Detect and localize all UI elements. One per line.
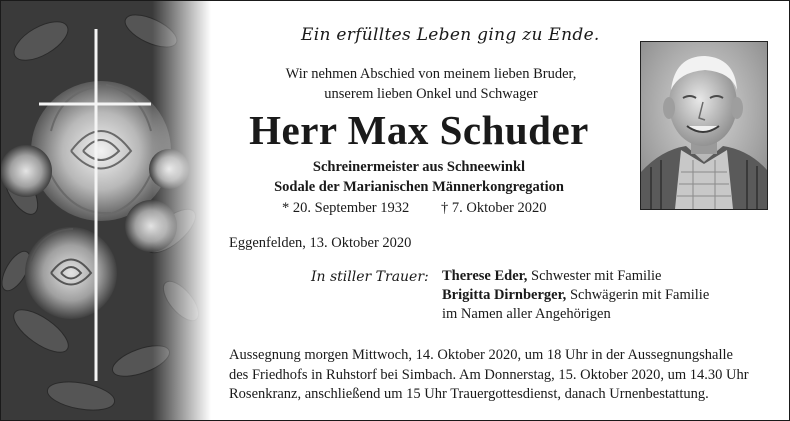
intro-line: Wir nehmen Abschied von meinem lieben Bruder, — [285, 66, 577, 82]
mourners-list — [442, 267, 709, 324]
role-line: Schreinermeister aus Schneewinkl — [312, 159, 526, 175]
birth-date: * 20. September 1932 — [282, 200, 410, 216]
mourner-line — [442, 286, 709, 305]
place-and-date: Eggenfelden, 13. Oktober 2020 — [229, 235, 412, 251]
mourner-name: Therese Eder, — [442, 268, 528, 284]
roses-with-cross-image — [1, 1, 211, 420]
mourner-relation: Schwägerin mit Familie — [566, 287, 710, 303]
service-line: des Friedhofs in Ruhstorf bei Simbach. Am Donnerstag, 15. Oktober 2020, um 14.30 Uhr — [229, 366, 749, 383]
deceased-name: Herr Max Schuder — [249, 107, 589, 153]
mourner-relation: im Namen aller Angehörigen — [442, 306, 611, 322]
portrait-photo — [640, 41, 768, 210]
mourning-label: In stiller Trauer: — [311, 269, 429, 285]
mourner-line — [442, 267, 709, 286]
mourner-name: Brigitta Dirnberger, — [442, 287, 567, 303]
death-date: † 7. Oktober 2020 — [441, 200, 547, 216]
role-line: Sodale der Marianischen Männerkongregation — [274, 179, 564, 195]
mourner-line — [442, 305, 709, 324]
intro-text — [231, 64, 631, 104]
service-line: Rosenkranz, anschließend um 15 Uhr Trauergottesdienst, danach Urnenbestattung. — [229, 386, 709, 402]
intro-line: unserem lieben Onkel und Schwager — [324, 86, 538, 102]
service-line: Aussegnung morgen Mittwoch, 14. Oktober 2020, um 18 Uhr in der Aussegnungshalle — [229, 347, 733, 363]
service-details — [229, 346, 766, 405]
motto-line: Ein erfülltes Leben ging zu Ende. — [301, 25, 600, 45]
mourner-relation: Schwester mit Familie — [527, 268, 662, 284]
deceased-roles — [219, 157, 619, 197]
